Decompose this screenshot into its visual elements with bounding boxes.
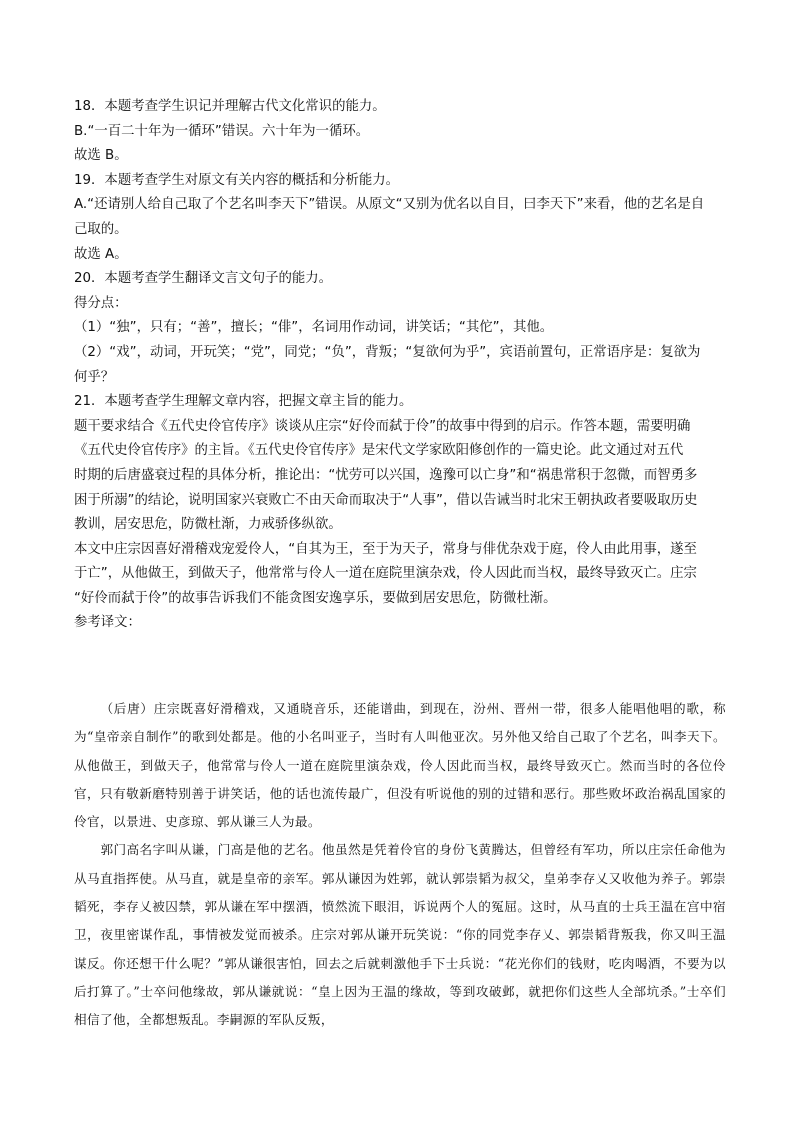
answer-20-point-2-cont: 何乎？ (74, 369, 115, 385)
answer-21-heading: 21．本题考查学生理解文章内容，把握文章主旨的能力。 (74, 394, 413, 410)
answer-21-line-2: 《五代史伶官传序》的主旨。《五代史伶官传序》是宋代文学家欧阳修创作的一篇史论。此文通过对五代 (74, 443, 684, 459)
answer-20-point-1: （1）“独”，只有；“善”，擅长；“俳”，名词用作动词，讲笑话；“其佗”，其他。 (74, 320, 554, 336)
answer-19-heading: 19．本题考查学生对原文有关内容的概括和分析能力。 (74, 172, 400, 188)
answer-20-heading: 20．本题考查学生翻译文言文句子的能力。 (74, 271, 333, 287)
answer-21-line-4: 困于所溺”的结论，说明国家兴衰败亡不由天命而取决于“人事”，借以告诫当时北宋王朝执政者要吸取历史 (74, 492, 698, 508)
answer-18-option: B.“一百二十年为一循环”错误。六十年为一循环。 (74, 123, 370, 139)
answer-21-line-6: 本文中庄宗因喜好滑稽戏宠爱伶人，“自其为王，至于为天子，常身与俳优杂戏于庭，伶人由此用事，遂至 (74, 541, 697, 557)
answer-21-line-5: 教训，居安思危，防微杜渐，力戒骄侈纵欲。 (74, 517, 342, 533)
translation-paragraph-1: （后唐）庄宗既喜好滑稽戏，又通晓音乐，还能谱曲，到现在，汾州、晋州一带，很多人能唱他唱的歌，称为“皇帝亲自制作”的歌到处都是。他的小名叫亚子，当时有人叫他亚次。另外他又给自己取了个艺名，叫李天下。从他做王，到做天子，他常常与伶人一道在庭院里演杂戏，伶人因此而当权，最终导致灭亡。然而当时的各位伶官，只有敬新磨特别善于讲笑话，他的话也流传最广，但没有听说他的别的过错和恶行。那些败坏政治祸乱国家的伶官，以景进、史彦琼、郭从谦三人为最。 (74, 701, 726, 830)
answer-20-points-label: 得分点： (74, 295, 128, 311)
translation-paragraph-2: 郭门高名字叫从谦，门高是他的艺名。他虽然是凭着伶官的身份飞黄腾达，但曾经有军功，所以庄宗任命他为从马直指挥使。从马直，就是皇帝的亲军。郭从谦因为姓郭，就认郭崇韬为叔父，皇弟李存乂又收他为养子。郭崇韬死，李存乂被囚禁，郭从谦在军中摆酒，愤然流下眼泪，诉说两个人的冤屈。这时，从马直的士兵王温在宫中宿卫，夜里密谋作乱，事情被发觉而被杀。庄宗对郭从谦开玩笑说：“你的同党李存乂、郭崇韬背叛我，你又叫王温谋反。你还想干什么呢？”郭从谦很害怕，回去之后就刺激他手下士兵说：“花光你们的钱财，吃肉喝酒，不要为以后打算了。”士卒问他缘故，郭从谦就说：“皇上因为王温的缘故，等到攻破邺，就把你们这些人全部坑杀。”士卒们相信了他，全都想叛乱。李嗣源的军队反叛， (74, 842, 726, 1028)
answer-19-option-cont: 己取的。 (74, 221, 128, 237)
answer-21-line-8: “好伶而弑于伶”的故事告诉我们不能贪图安逸享乐，要做到居安思危，防微杜渐。 (74, 590, 557, 606)
answer-section (74, 95, 724, 636)
reference-translation-label: 参考译文： (74, 615, 141, 631)
answer-21-line-7: 于亡”，从他做王，到做天子，他常常与伶人一道在庭院里演杂戏，伶人因此而当权，最终导致灭亡。庄宗 (74, 566, 697, 582)
answer-21-line-3: 时期的后唐盛衰过程的具体分析，推论出：“忧劳可以兴国，逸豫可以亡身”和“祸患常积于忽微，而智勇多 (74, 467, 698, 483)
reference-translation (74, 695, 726, 1035)
answer-18-heading: 18．本题考查学生识记并理解古代文化常识的能力。 (74, 99, 386, 114)
answer-19-option: A.“还请别人给自己取了个艺名叫李天下”错误。从原文“又别为优名以自目，曰李天下”来看，他的艺名是自 (74, 197, 705, 213)
answer-18-choice: 故选 B。 (74, 148, 128, 164)
answer-21-line-1: 题干要求结合《五代史伶官传序》谈谈从庄宗“好伶而弑于伶”的故事中得到的启示。作答本题，需要明确 (74, 418, 691, 434)
answer-20-point-2: （2）“戏”，动词，开玩笑；“党”，同党；“负”，背叛；“复欲何为乎”，宾语前置句，正常语序是：复欲为 (74, 344, 701, 360)
answer-19-choice: 故选 A。 (74, 246, 128, 262)
